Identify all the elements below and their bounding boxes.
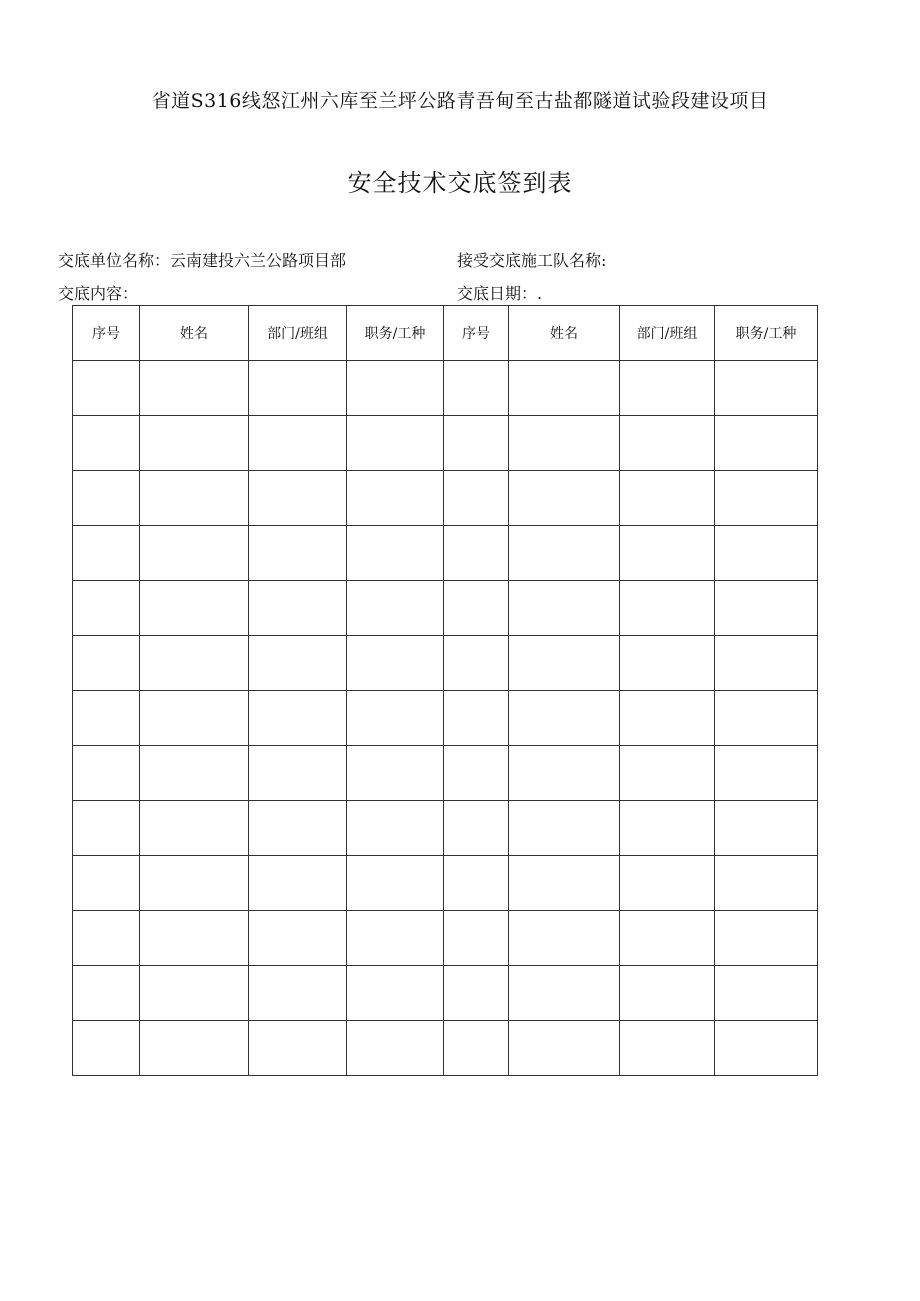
table-cell[interactable]	[347, 1021, 444, 1076]
table-cell[interactable]	[444, 746, 509, 801]
table-row	[73, 1021, 818, 1076]
table-cell[interactable]	[620, 526, 715, 581]
table-cell[interactable]	[73, 856, 140, 911]
table-cell[interactable]	[140, 911, 249, 966]
table-cell[interactable]	[249, 1021, 347, 1076]
table-cell[interactable]	[715, 801, 818, 856]
table-row	[73, 856, 818, 911]
table-row	[73, 911, 818, 966]
table-cell[interactable]	[715, 691, 818, 746]
table-cell[interactable]	[73, 636, 140, 691]
table-cell[interactable]	[249, 581, 347, 636]
table-cell[interactable]	[620, 911, 715, 966]
table-cell[interactable]	[347, 856, 444, 911]
table-cell[interactable]	[715, 471, 818, 526]
table-cell[interactable]	[444, 361, 509, 416]
table-cell[interactable]	[140, 581, 249, 636]
column-header-seq-2: 序号	[444, 306, 509, 361]
table-cell[interactable]	[249, 691, 347, 746]
table-cell[interactable]	[347, 911, 444, 966]
table-cell[interactable]	[715, 746, 818, 801]
disclosure-unit-label: 交底单位名称：	[58, 251, 171, 270]
table-cell[interactable]	[140, 856, 249, 911]
sign-in-table	[72, 305, 818, 1076]
column-header-seq: 序号	[73, 306, 140, 361]
table-row	[73, 966, 818, 1021]
column-header-position-2: 职务/工种	[715, 306, 818, 361]
table-cell[interactable]	[509, 471, 620, 526]
table-cell[interactable]	[347, 471, 444, 526]
table-cell[interactable]	[444, 471, 509, 526]
table-cell[interactable]	[620, 801, 715, 856]
table-cell[interactable]	[249, 416, 347, 471]
column-header-dept: 部门/班组	[249, 306, 347, 361]
table-cell[interactable]	[140, 636, 249, 691]
table-cell[interactable]	[140, 416, 249, 471]
table-cell[interactable]	[73, 1021, 140, 1076]
table-cell[interactable]	[73, 801, 140, 856]
table-cell[interactable]	[249, 526, 347, 581]
table-cell[interactable]	[347, 361, 444, 416]
table-cell[interactable]	[509, 1021, 620, 1076]
table-row	[73, 691, 818, 746]
table-cell[interactable]	[249, 746, 347, 801]
table-cell[interactable]	[620, 581, 715, 636]
table-cell[interactable]	[444, 1021, 509, 1076]
table-cell[interactable]	[249, 966, 347, 1021]
table-cell[interactable]	[249, 856, 347, 911]
table-cell[interactable]	[73, 746, 140, 801]
table-cell[interactable]	[509, 746, 620, 801]
table-row	[73, 636, 818, 691]
column-header-dept-2: 部门/班组	[620, 306, 715, 361]
disclosure-unit-line	[58, 248, 346, 271]
disclosure-content-line	[58, 281, 138, 304]
table-cell[interactable]	[620, 636, 715, 691]
form-title: 安全技术交底签到表	[347, 169, 573, 197]
table-cell[interactable]	[347, 966, 444, 1021]
table-cell[interactable]	[140, 691, 249, 746]
table-cell[interactable]	[347, 801, 444, 856]
table-cell[interactable]	[140, 526, 249, 581]
table-cell[interactable]	[347, 526, 444, 581]
table-cell[interactable]	[509, 911, 620, 966]
column-header-name-2: 姓名	[509, 306, 620, 361]
table-cell[interactable]	[73, 911, 140, 966]
table-row	[73, 526, 818, 581]
table-cell[interactable]	[444, 691, 509, 746]
disclosure-date-line	[457, 281, 542, 304]
table-cell[interactable]	[444, 801, 509, 856]
table-cell[interactable]	[509, 636, 620, 691]
table-row	[73, 471, 818, 526]
table-cell[interactable]	[620, 966, 715, 1021]
column-header-name: 姓名	[140, 306, 249, 361]
table-cell[interactable]	[509, 361, 620, 416]
table-cell[interactable]	[249, 471, 347, 526]
table-cell[interactable]	[715, 416, 818, 471]
table-cell[interactable]	[620, 416, 715, 471]
table-cell[interactable]	[444, 416, 509, 471]
table-cell[interactable]	[347, 636, 444, 691]
table-row	[73, 416, 818, 471]
table-row	[73, 801, 818, 856]
table-cell[interactable]	[620, 691, 715, 746]
table-cell[interactable]	[509, 416, 620, 471]
table-cell[interactable]	[140, 966, 249, 1021]
table-cell[interactable]	[509, 856, 620, 911]
disclosure-date-label: 交底日期：	[457, 284, 538, 303]
table-cell[interactable]	[509, 581, 620, 636]
column-header-position: 职务/工种	[347, 306, 444, 361]
table-cell[interactable]	[509, 526, 620, 581]
table-cell[interactable]	[140, 361, 249, 416]
table-cell[interactable]	[347, 691, 444, 746]
table-cell[interactable]	[347, 416, 444, 471]
table-cell[interactable]	[140, 471, 249, 526]
table-cell[interactable]	[715, 526, 818, 581]
table-cell[interactable]	[73, 966, 140, 1021]
receiving-team-line	[457, 248, 606, 271]
table-cell[interactable]	[347, 746, 444, 801]
table-cell[interactable]	[347, 581, 444, 636]
table-cell[interactable]	[249, 361, 347, 416]
table-cell[interactable]	[715, 581, 818, 636]
table-cell[interactable]	[249, 911, 347, 966]
table-body	[73, 361, 818, 1076]
receiving-team-label: 接受交底施工队名称:	[457, 251, 607, 270]
disclosure-date-value: .	[537, 284, 543, 303]
table-cell[interactable]	[249, 636, 347, 691]
table-cell[interactable]	[140, 746, 249, 801]
table-cell[interactable]	[715, 636, 818, 691]
disclosure-unit-value: 云南建投六兰公路项目部	[170, 251, 347, 270]
table-cell[interactable]	[249, 801, 347, 856]
table-cell[interactable]	[620, 471, 715, 526]
table-cell[interactable]	[509, 966, 620, 1021]
table-cell[interactable]	[509, 801, 620, 856]
table-cell[interactable]	[715, 911, 818, 966]
table-cell[interactable]	[715, 966, 818, 1021]
table-cell[interactable]	[73, 471, 140, 526]
project-title: 省道S316线怒江州六库至兰坪公路青吾甸至古盐都隧道试验段建设项目	[151, 90, 769, 112]
table-cell[interactable]	[73, 581, 140, 636]
disclosure-content-label: 交底内容：	[58, 284, 139, 303]
table-cell[interactable]	[444, 636, 509, 691]
table-cell[interactable]	[715, 361, 818, 416]
table-cell[interactable]	[509, 691, 620, 746]
table-cell[interactable]	[444, 581, 509, 636]
table-cell[interactable]	[73, 691, 140, 746]
table-cell[interactable]	[444, 526, 509, 581]
table-header-row	[73, 306, 818, 361]
table-row	[73, 746, 818, 801]
table-cell[interactable]	[140, 1021, 249, 1076]
table-cell[interactable]	[73, 416, 140, 471]
table-cell[interactable]	[620, 1021, 715, 1076]
table-cell[interactable]	[444, 966, 509, 1021]
table-row	[73, 581, 818, 636]
table-cell[interactable]	[715, 856, 818, 911]
table-row	[73, 361, 818, 416]
table-cell[interactable]	[620, 746, 715, 801]
table-cell[interactable]	[140, 801, 249, 856]
table-cell[interactable]	[444, 911, 509, 966]
table-cell[interactable]	[715, 1021, 818, 1076]
table-cell[interactable]	[73, 361, 140, 416]
table-cell[interactable]	[620, 361, 715, 416]
table-cell[interactable]	[620, 856, 715, 911]
table-cell[interactable]	[444, 856, 509, 911]
table-cell[interactable]	[73, 526, 140, 581]
